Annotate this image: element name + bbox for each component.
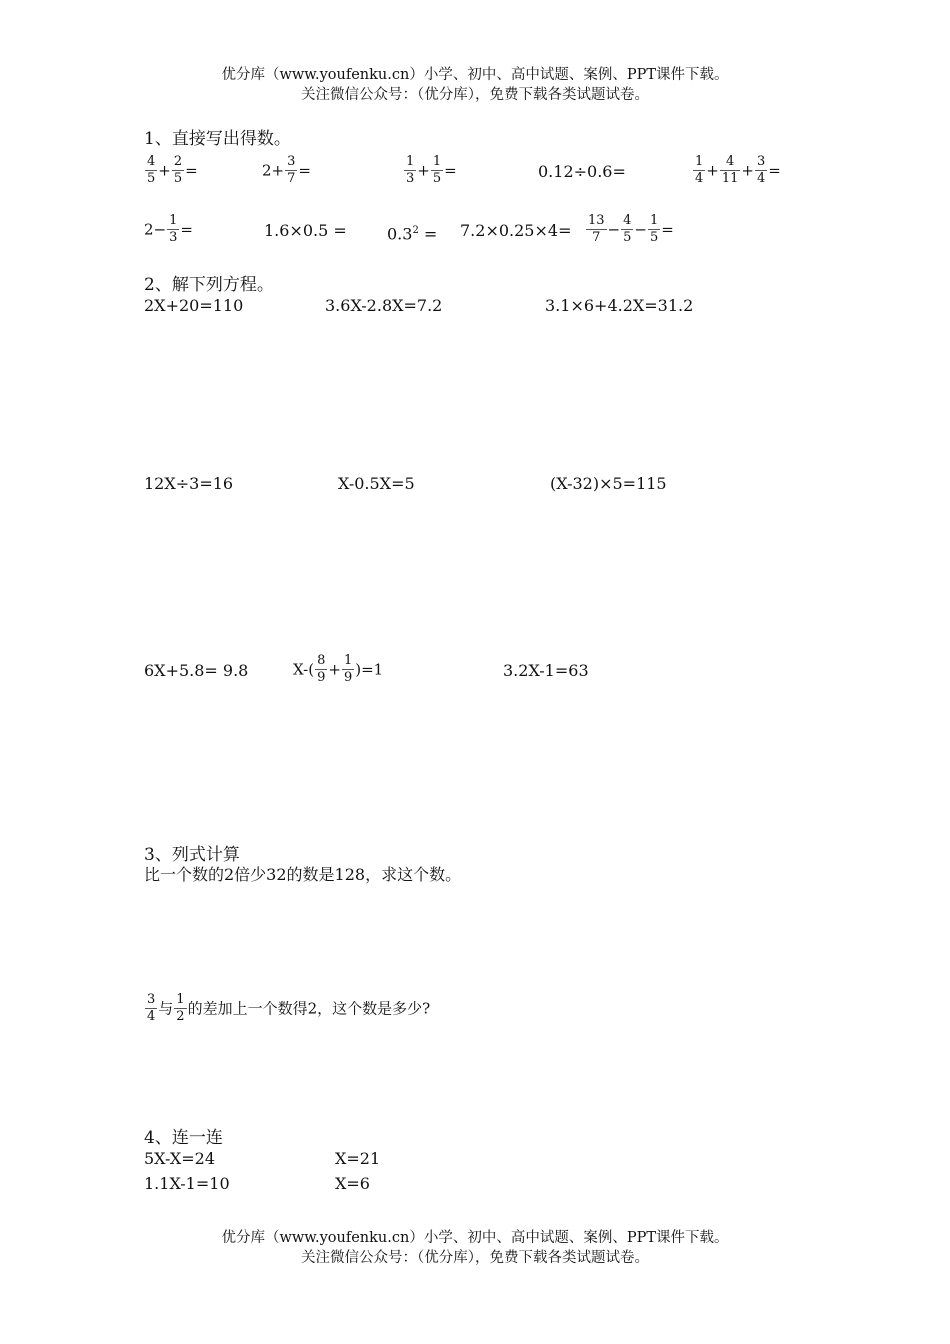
- equation-7: 6X+5.8= 9.8: [144, 661, 249, 680]
- header-line-2: 关注微信公众号：（优分库），免费下载各类试题试卷。: [301, 87, 649, 103]
- equation-3: 3.1×6+4.2X=31.2: [545, 296, 694, 315]
- footer-line-1: 优分库（www.youfenku.cn）小学、初中、高中试题、案例、PPT课件下载。: [221, 1230, 729, 1246]
- problem-1-6: 2− $\frac{1}{3}$ =: [144, 213, 193, 245]
- problem-1-7: 1.6×0.5 =: [264, 221, 347, 240]
- problem-1-8: $0.3^2$ =: [387, 224, 438, 244]
- equation-2: 3.6X-2.8X=7.2: [325, 296, 443, 315]
- fraction: $\frac{4}{5}$: [147, 154, 156, 186]
- equation-5: X-0.5X=5: [338, 474, 415, 493]
- section-4-title: 4、连一连: [144, 1128, 223, 1148]
- problem-1-10: $\frac{13}{7}$ − $\frac{4}{5}$ − $\frac{1}{5}$ =: [588, 213, 674, 245]
- problem-1-9: 7.2×0.25×4=: [460, 221, 572, 240]
- fraction: $\frac{2}{5}$: [173, 154, 183, 186]
- fraction: $\frac{1}{3}$: [406, 154, 415, 186]
- fraction: $\frac{3}{7}$: [287, 154, 296, 186]
- equation-9: 3.2X-1=63: [503, 661, 589, 680]
- word-problem-2: $\frac{3}{4}$ 与 $\frac{1}{2}$ 的差加上一个数得2，这个数是多少?: [147, 992, 431, 1024]
- problem-1-2: 2+ $\frac{3}{7}$ =: [262, 154, 311, 186]
- problem-1-1: $\frac{4}{5}$ + $\frac{2}{5}$ =: [147, 154, 198, 186]
- fraction: $\frac{1}{4}$: [695, 154, 704, 186]
- fraction: $\frac{13}{7}$: [588, 213, 605, 245]
- word-problem-1: 比一个数的2倍少32的数是128，求这个数。: [144, 865, 462, 884]
- fraction: $\frac{4}{5}$: [623, 213, 632, 245]
- problem-1-5: $\frac{1}{4}$ + $\frac{4}{11}$ + $\frac{3}{4}$ =: [695, 154, 781, 186]
- fraction: $\frac{3}{4}$: [147, 992, 156, 1024]
- fraction: $\frac{4}{11}$: [721, 154, 739, 186]
- header-line-1: 优分库（www.youfenku.cn）小学、初中、高中试题、案例、PPT课件下载。: [221, 67, 729, 83]
- problem-1-4: 0.12÷0.6=: [538, 162, 626, 181]
- fraction: $\frac{1}{5}$: [649, 213, 659, 245]
- fraction: $\frac{3}{4}$: [756, 154, 766, 186]
- problem-1-3: $\frac{1}{3}$ + $\frac{1}{5}$ =: [406, 154, 457, 186]
- match-left-1: 5X-X=24: [144, 1149, 215, 1168]
- equation-4: 12X÷3=16: [144, 474, 234, 493]
- equation-6: (X-32)×5=115: [550, 474, 667, 493]
- fraction: $\frac{1}{5}$: [432, 154, 442, 186]
- section-1-title: 1、直接写出得数。: [144, 129, 291, 149]
- match-right-1: X=21: [335, 1149, 381, 1168]
- section-2-title: 2、解下列方程。: [144, 275, 274, 295]
- section-3-title: 3、列式计算: [144, 845, 240, 865]
- match-left-2: 1.1X-1=10: [144, 1174, 230, 1193]
- fraction: $\frac{1}{3}$: [169, 213, 178, 245]
- equation-1: 2X+20=110: [144, 296, 244, 315]
- fraction: $\frac{1}{9}$: [343, 653, 353, 685]
- fraction: $\frac{8}{9}$: [317, 653, 326, 685]
- match-right-2: X=6: [335, 1174, 370, 1193]
- fraction: $\frac{1}{2}$: [176, 992, 185, 1024]
- equation-8: X-( $\frac{8}{9}$ + $\frac{1}{9}$ )=1: [293, 653, 384, 685]
- footer-line-2: 关注微信公众号：（优分库），免费下载各类试题试卷。: [301, 1250, 649, 1266]
